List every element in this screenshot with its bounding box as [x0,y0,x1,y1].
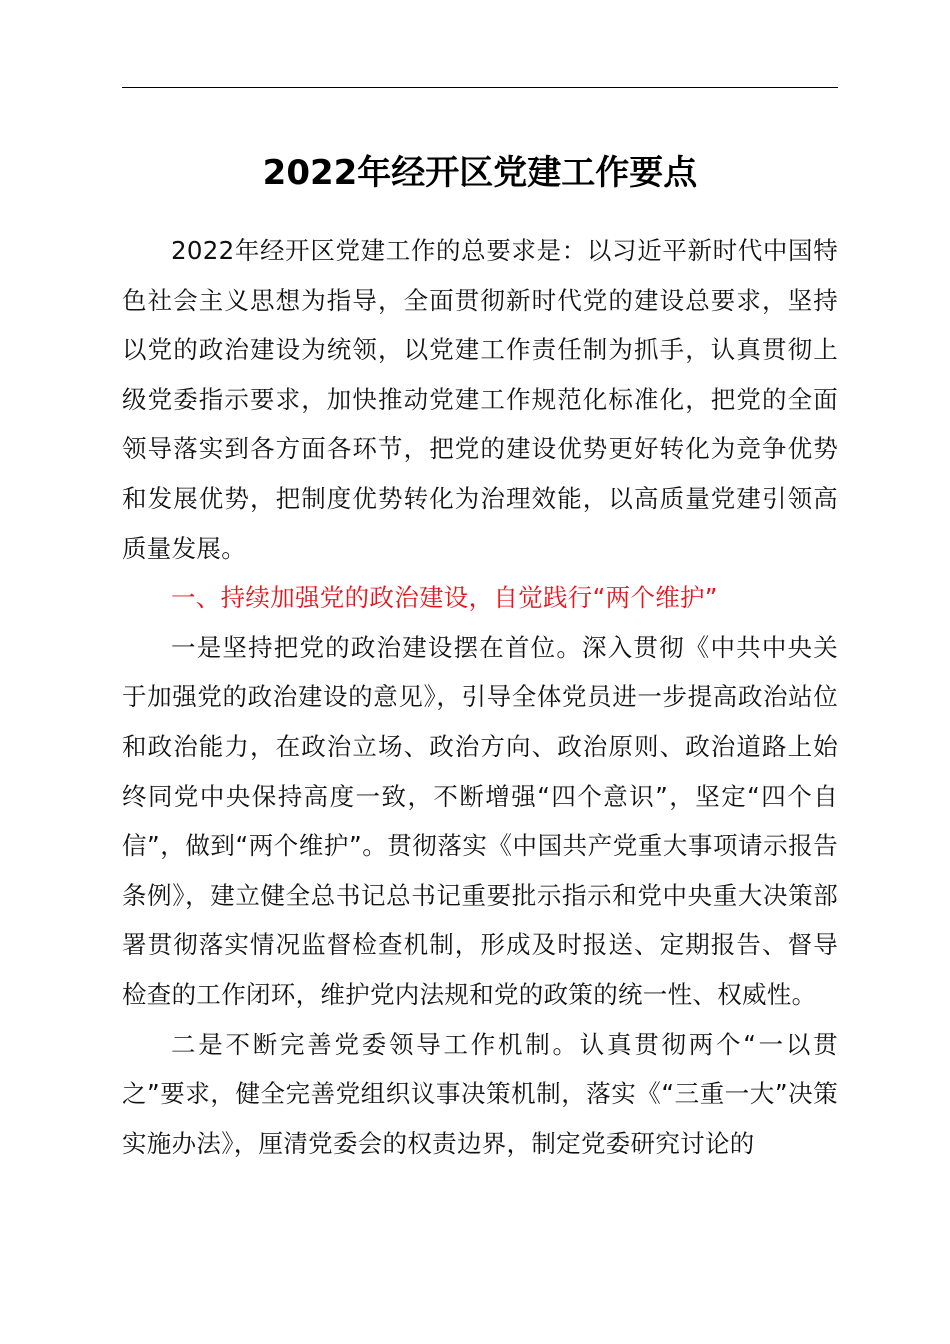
document-title: 2022年经开区党建工作要点 [262,153,698,193]
document-body [122,226,838,1168]
intro-paragraph: 2022年经开区党建工作的总要求是：以习近平新时代中国特色社会主义思想为指导，全面贯彻新时代党的建设总要求，坚持以党的政治建设为统领，以党建工作责任制为抓手，认真贯彻上级党委指示要求，加快推动党建工作规范化标准化，把党的全面领导落实到各方面各环节，把党的建设优势更好转化为竞争优势和发展优势，把制度优势转化为治理效能，以高质量党建引领高质量发展。 [122,236,838,563]
section-1-point-1: 一是坚持把党的政治建设摆在首位。深入贯彻《中共中央关于加强党的政治建设的意见》，引导全体党员进一步提高政治站位和政治能力，在政治立场、政治方向、政治原则、政治道路上始终同党中央保持高度一致，不断增强“四个意识”，坚定“四个自信”，做到“两个维护”。贯彻落实《中国共产党重大事项请示报告条例》，建立健全总书记总书记重要批示指示和党中央重大决策部署贯彻落实情况监督检查机制，形成及时报送、定期报告、督导检查的工作闭环，维护党内法规和党的政策的统一性、权威性。 [122,632,838,1009]
section-heading-1: 一、持续加强党的政治建设，自觉践行“两个维护” [171,583,718,613]
section-1-point-2: 二是不断完善党委领导工作机制。认真贯彻两个“一以贯之”要求，健全完善党组织议事决策机制，落实《“三重一大”决策实施办法》，厘清党委会的权责边界，制定党委研究讨论的 [122,1029,838,1158]
header-rule [122,87,838,88]
